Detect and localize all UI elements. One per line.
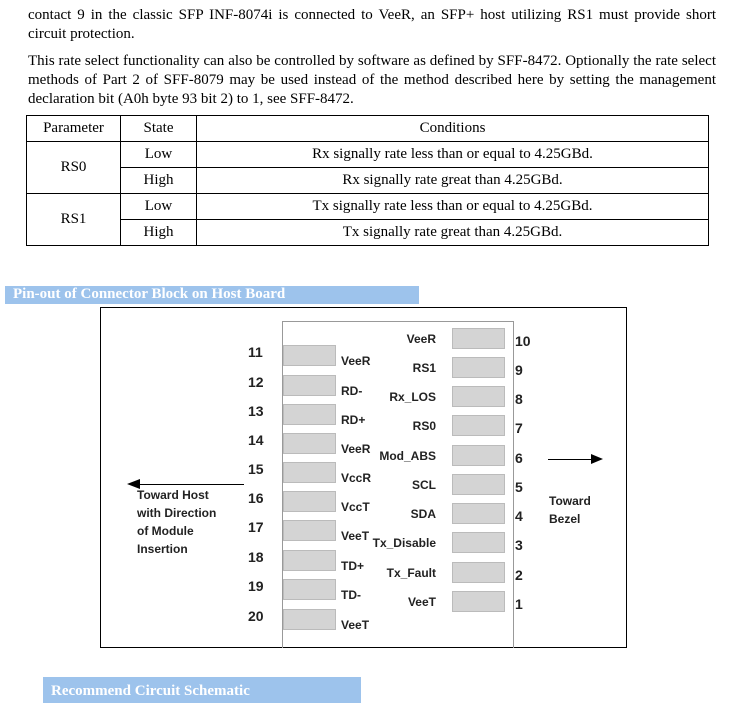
pin-number: 13 [248,403,264,419]
toward-host-line: of Module [137,524,194,538]
pin-number: 17 [248,519,264,535]
state-cell: Low [121,194,197,220]
toward-bezel-line: Bezel [549,512,581,526]
toward-bezel-label [549,492,591,528]
pin-pad [283,550,336,571]
pin-pad [283,433,336,454]
pin-signal: VccT [341,500,370,514]
pin-pad [283,491,336,512]
pin-signal: RD- [341,384,363,398]
pin-pad [452,445,505,466]
condition-cell: Rx signally rate great than 4.25GBd. [197,168,709,194]
pin-number: 9 [515,362,523,378]
pin-number: 16 [248,490,264,506]
pin-number: 11 [248,344,263,360]
table-row [27,220,709,246]
pin-number: 3 [515,537,523,553]
pin-pad [283,345,336,366]
bezel-arrow-icon [591,454,603,464]
pin-signal: VeeT [341,529,370,543]
pin-signal: RS1 [412,361,436,375]
rate-select-table [26,115,709,246]
pinout-section-title: Pin-out of Connector Block on Host Board [5,286,419,304]
param-rs0: RS0 [27,142,121,194]
pin-pad [283,404,336,425]
pin-number: 20 [248,608,264,624]
toward-host-line: Toward Host [137,488,209,502]
toward-host-line: Insertion [137,542,188,556]
circuit-section-title: Recommend Circuit Schematic [43,677,361,703]
pin-number: 1 [515,596,523,612]
pin-pad [452,503,505,524]
pin-pad [452,591,505,612]
pin-signal: Tx_Fault [386,566,436,580]
pin-signal: SDA [410,507,436,521]
pin-signal: VeeR [341,354,371,368]
pin-signal: Rx_LOS [389,390,436,404]
pin-number: 14 [248,432,264,448]
pin-number: 4 [515,508,523,524]
pin-pad [452,357,505,378]
table-row [27,168,709,194]
pin-number: 10 [515,333,531,349]
table-header-row [27,116,709,142]
pin-pad [283,462,336,483]
pin-pad [452,474,505,495]
pin-number: 2 [515,567,523,583]
pin-signal: VeeT [341,618,370,632]
pin-pad [452,328,505,349]
pin-signal: TD- [341,588,361,602]
toward-host-label [137,486,216,558]
pin-signal: Tx_Disable [372,536,436,550]
pin-number: 8 [515,391,523,407]
pin-number: 19 [248,578,264,594]
bezel-arrow-line [548,459,593,460]
table-row [27,194,709,220]
pin-pad [283,579,336,600]
pin-pad [452,415,505,436]
pin-signal: SCL [412,478,436,492]
pin-signal: TD+ [341,559,365,573]
pin-signal: RS0 [412,419,436,433]
pin-pad [452,562,505,583]
pin-signal: Mod_ABS [379,449,436,463]
condition-cell: Rx signally rate less than or equal to 4.25GBd. [197,142,709,168]
pin-pad [452,386,505,407]
pin-signal: VeeR [341,442,371,456]
pin-number: 5 [515,479,523,495]
pin-number: 15 [248,461,264,477]
condition-cell: Tx signally rate less than or equal to 4.25GBd. [197,194,709,220]
state-cell: Low [121,142,197,168]
pin-pad [283,375,336,396]
pin-pad [283,520,336,541]
state-cell: High [121,168,197,194]
header-state: State [121,116,197,142]
pin-number: 6 [515,450,523,466]
toward-host-line: with Direction [137,506,217,520]
condition-cell: Tx signally rate great than 4.25GBd. [197,220,709,246]
pin-pad [283,609,336,630]
state-cell: High [121,220,197,246]
pin-number: 7 [515,420,523,436]
pin-signal: VeeT [407,595,436,609]
param-rs1: RS1 [27,194,121,246]
pin-number: 12 [248,374,264,390]
toward-bezel-line: Toward [549,494,591,508]
pin-number: 18 [248,549,264,565]
connector-pinout-diagram [100,307,627,648]
header-parameter: Parameter [27,116,121,142]
rate-select-paragraph: This rate select functionality can also be controlled by software as defined by SFF-8472. Optionally the rate select methods of Part 2 of SFF-8079 may be used instead of the method described here by setting the management declaration bit (A0h byte 93 bit 2) to 1, see SFF-8472. [28,53,716,107]
pin-signal: VeeR [406,332,436,346]
pin-signal: VccR [341,471,372,485]
pin-signal: RD+ [341,413,366,427]
intro-paragraph: contact 9 in the classic SFP INF-8074i is connected to VeeR, an SFP+ host utilizing RS1 must provide short circuit protection. [28,7,716,42]
pin-pad [452,532,505,553]
header-conditions: Conditions [197,116,709,142]
table-row [27,142,709,168]
host-arrow-line [139,484,244,485]
